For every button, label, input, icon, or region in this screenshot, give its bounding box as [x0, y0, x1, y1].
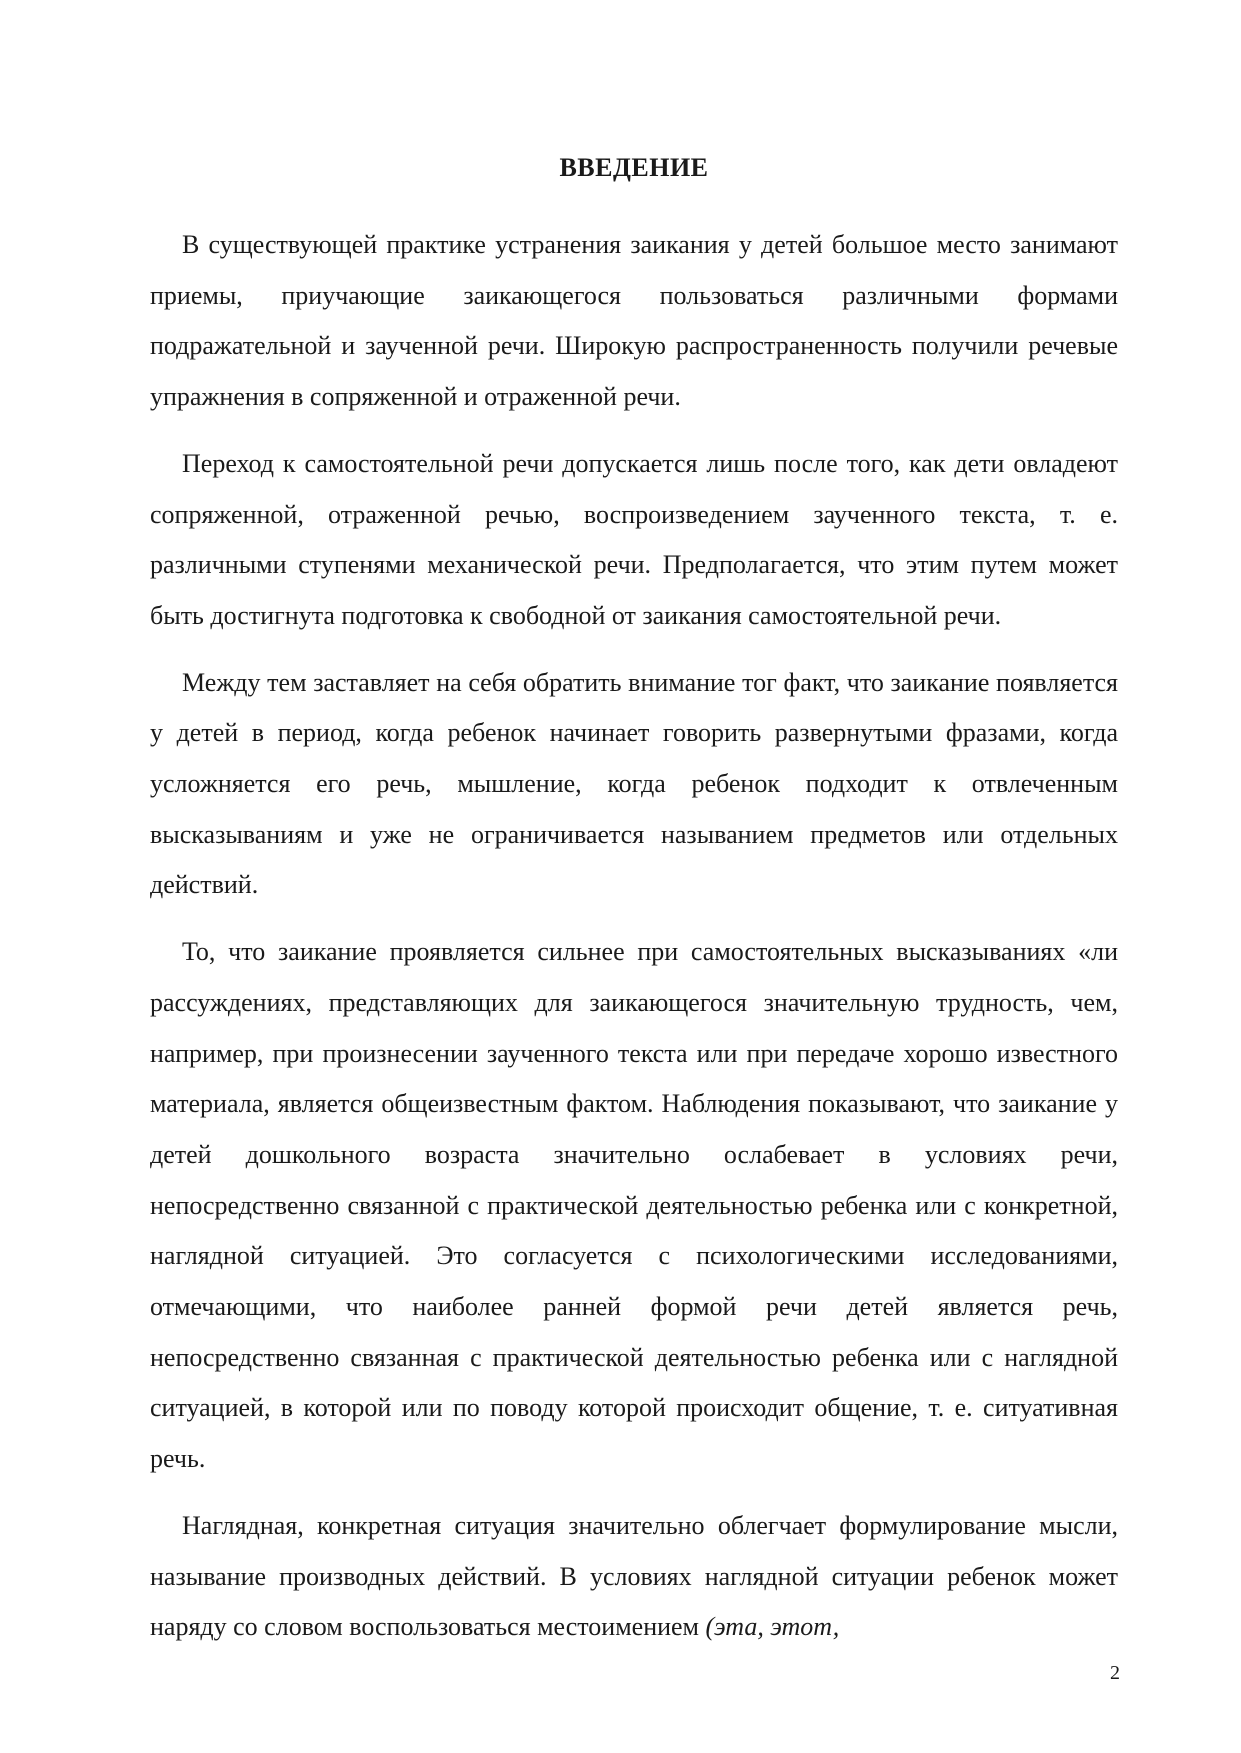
paragraph-5-text: Наглядная, конкретная ситуация значительно облегчает формулирование мысли, называние производных действий. В условиях наглядной ситуации ребенок может наряду со словом воспользоваться местоимением — [150, 1510, 1118, 1642]
paragraph-4: То, что заикание проявляется сильнее при самостоятельных высказываниях «ли рассуждениях, представляющих для заикающегося значительную трудность, чем, например, при произнесении заученного текста или при передаче хорошо известного материала, является общеизвестным фактом. Наблюдения показывают, что заикание у детей дошкольного возраста значительно ослабевает в условиях речи, непосредственно связанной с практической деятельностью ребенка или с конкретной, наглядной ситуацией. Это согласуется с психологическими исследованиями, отмечающими, что наиболее ранней формой речи детей является речь, непосредственно связанная с практической деятельностью ребенка или с наглядной ситуацией, в которой или по поводу которой происходит общение, т. е. ситуативная речь. — [150, 937, 1118, 1474]
paragraph-5 — [150, 1501, 1118, 1653]
paragraph-2: Переход к самостоятельной речи допускается лишь после того, как дети овладеют сопряженной, отраженной речью, воспроизведением заученного текста, т. е. различными ступенями механической речи. Предполагается, что этим путем может быть достигнута подготовка к свободной от заикания самостоятельной речи. — [150, 448, 1118, 630]
paragraph-5-italic: (эта, этот, — [705, 1612, 840, 1642]
page-title: ВВЕДЕНИЕ — [559, 153, 709, 182]
paragraph-3: Между тем заставляет на себя обратить внимание тог факт, что заикание появляется у детей в период, когда ребенок начинает говорить развернутыми фразами, когда усложняется его речь, мышление, когда ребенок подходит к отвлеченным высказываниям и уже не ограничивается называнием предметов или отдельных действий. — [150, 667, 1118, 900]
paragraph-1: В существующей практике устранения заикания у детей большое место занимают приемы, приучающие заикающегося пользоваться различными формами подражательной и заученной речи. Широкую распространенность получили речевые упражнения в сопряженной и отраженной речи. — [150, 230, 1118, 412]
page-number: 2 — [1110, 1662, 1120, 1684]
body-text — [150, 220, 1118, 1653]
